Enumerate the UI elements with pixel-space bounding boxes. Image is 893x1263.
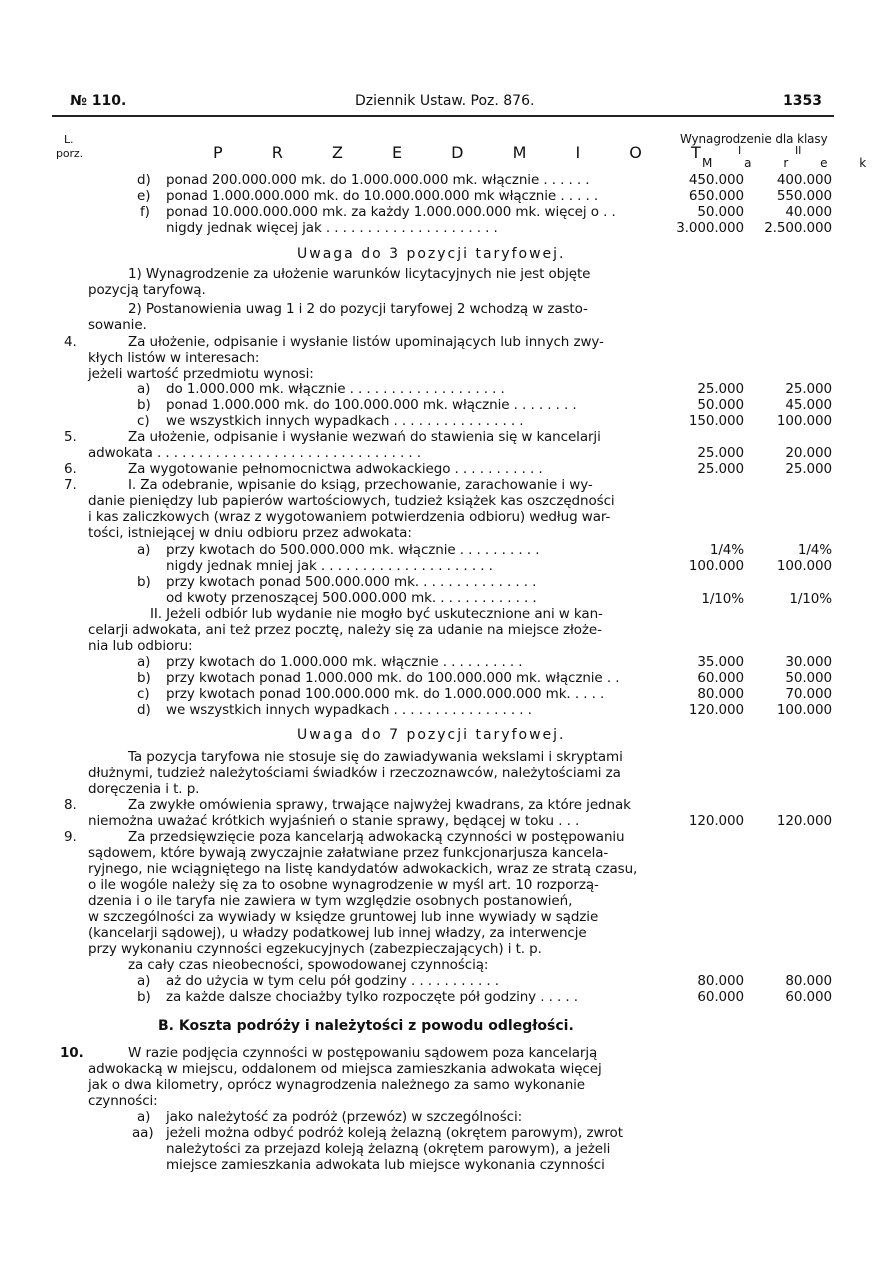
row-value-class-2: 1/10%: [789, 591, 832, 607]
section-b-line: adwokacką w miejscu, oddalonem od miejsca zamieszkania adwokata więcej: [88, 1061, 602, 1077]
position-9-line: Za przedsięwzięcie poza kancelarją adwokacką czynności w postępowaniu: [128, 829, 625, 845]
row-value-class-1: 35.000: [697, 654, 744, 670]
row-value-class-1: 50.000: [697, 397, 744, 413]
row-value-class-2: 1/4%: [797, 542, 832, 558]
row-value-class-1: 3.000.000: [676, 220, 744, 236]
section-b-line: czynności:: [88, 1093, 158, 1109]
row-text: przy kwotach ponad 1.000.000 mk. do 100.000.000 mk. włącznie . .: [166, 670, 620, 686]
row-text: ponad 10.000.000.000 mk. za każdy 1.000.000.000 mk. więcej o . .: [166, 204, 616, 220]
position-9-line: przy wykonaniu czynności egzekucyjnych (zabezpieczających) i t. p.: [88, 941, 542, 957]
position-5-line: adwokata . . . . . . . . . . . . . . . . . . . . . . . . . . . . . . . .: [88, 445, 422, 461]
position-9-line: ryjnego, nie wciągniętego na listę kandydatów adwokackich, wraz ze stratą czasu,: [88, 861, 638, 877]
row-text: nigdy jednak mniej jak . . . . . . . . . . . . . . . . . . . . .: [166, 558, 493, 574]
row-label: d): [137, 702, 151, 718]
row-value-class-2: 25.000: [785, 381, 832, 397]
note-3-title: Uwaga do 3 pozycji taryfowej.: [297, 246, 566, 262]
row-value-class-2: 80.000: [785, 973, 832, 989]
row-text: przy kwotach do 1.000.000 mk. włącznie . . . . . . . . . .: [166, 654, 523, 670]
position-9-line: o ile wogóle należy się za to osobne wynagrodzenie w myśl art. 10 rozporzą-: [88, 877, 599, 893]
row-value-class-2: 400.000: [776, 172, 832, 188]
position-5-number: 5.: [64, 429, 77, 445]
position-4-number: 4.: [64, 334, 77, 350]
row-value-class-1: 80.000: [697, 973, 744, 989]
row-value-class-1: 60.000: [697, 989, 744, 1005]
row-value-class-2: 2.500.000: [764, 220, 832, 236]
position-9-line: za cały czas nieobecności, spowodowanej czynnością:: [128, 957, 489, 973]
row-value-class-1: 50.000: [697, 204, 744, 220]
row-label: f): [140, 204, 150, 220]
row-label: e): [137, 188, 151, 204]
note-7-line: dłużnymi, tudzież należytościami świadków i rzeczoznawców, należytościami za: [88, 765, 621, 781]
header-rule: [52, 115, 834, 117]
row-label: b): [137, 670, 151, 686]
row-text: jako należytość za podróż (przewóz) w szczególności:: [166, 1109, 523, 1125]
position-7-number: 7.: [64, 477, 77, 493]
position-7-line: tości, istniejącej w dniu odbioru przez adwokata:: [88, 525, 412, 541]
row-text: za każde dalsze chociażby tylko rozpoczęte pół godziny . . . . .: [166, 989, 578, 1005]
row-label: a): [137, 1109, 151, 1125]
position-4-line: Za ułożenie, odpisanie i wysłanie listów upominających lub innych zwy-: [128, 334, 604, 350]
note-3-line: pozycją taryfową.: [88, 282, 206, 298]
row-text: aż do użycia w tym celu pół godziny . . . . . . . . . . .: [166, 973, 499, 989]
row-value-class-1: 650.000: [688, 188, 744, 204]
position-9-line: (kancelarji sądowej), u władzy podatkowej lub innej władzy, za interwencje: [88, 925, 587, 941]
row-label: c): [137, 413, 150, 429]
position-9-line: w szczególności za wywiady w księdze gruntowej lub inne wywiady w sądzie: [88, 909, 599, 925]
section-b-aa-line: miejsce zamieszkania adwokata lub miejsce wykonania czynności: [166, 1157, 605, 1173]
position-4-line: kłych listów w interesach:: [88, 350, 260, 366]
position-7-ii-line: II. Jeżeli odbiór lub wydanie nie mogło być uskutecznione ani w kan-: [150, 606, 603, 622]
position-9-line: dzenia i o ile taryfa nie zawiera w tym względzie osobnych postanowień,: [88, 893, 573, 909]
subject-heading: P R Z E D M I O T: [213, 143, 723, 162]
row-value-class-2: 40.000: [785, 204, 832, 220]
row-label: b): [137, 574, 151, 590]
position-8-line: niemożna uważać krótkich wyjaśnień o stanie sprawy, będącej w toku . . .: [88, 813, 580, 829]
row-value-class-2: 100.000: [776, 558, 832, 574]
row-value-class-1: 1/4%: [709, 542, 744, 558]
section-b-aa-line: jeżeli można odbyć podróż koleją żelazną (okrętem parowym), zwrot: [166, 1125, 623, 1141]
row-value-class-1: 25.000: [697, 461, 744, 477]
journal-title: Dziennik Ustaw. Poz. 876.: [355, 93, 535, 109]
position-7-ii-line: celarji adwokata, ani też przez pocztę, należy się za udanie na miejsce złoże-: [88, 622, 602, 638]
marek-heading: M a r e k: [702, 156, 881, 170]
note-7-line: doręczenia i t. p.: [88, 781, 200, 797]
row-label: c): [137, 686, 150, 702]
row-text: od kwoty przenoszącej 500.000.000 mk. . . . . . . . . . . . .: [166, 590, 537, 606]
row-value-class-1: 120.000: [688, 813, 744, 829]
row-value-class-2: 70.000: [785, 686, 832, 702]
row-label: a): [137, 542, 151, 558]
row-label: a): [137, 973, 151, 989]
class-2-heading: II: [795, 144, 802, 157]
row-value-class-1: 1/10%: [701, 591, 744, 607]
issue-number: № 110.: [70, 93, 127, 109]
note-7-line: Ta pozycja taryfowa nie stosuje się do zawiadywania wekslami i skryptami: [128, 749, 623, 765]
note-3-line: 2) Postanowienia uwag 1 i 2 do pozycji taryfowej 2 wchodzą w zasto-: [128, 301, 588, 317]
position-7-line: I. Za odebranie, wpisanie do ksiąg, przechowanie, zarachowanie i wy-: [128, 477, 593, 493]
position-4-line: jeżeli wartość przedmiotu wynosi:: [88, 366, 314, 382]
row-value-class-2: 60.000: [785, 989, 832, 1005]
section-b-title: B. Koszta podróży i należytości z powodu odległości.: [158, 1018, 574, 1034]
row-value-class-1: 25.000: [697, 381, 744, 397]
row-value-class-1: 60.000: [697, 670, 744, 686]
row-value-class-2: 100.000: [776, 702, 832, 718]
row-text: we wszystkich innych wypadkach . . . . . . . . . . . . . . . . .: [166, 702, 532, 718]
position-10-number: 10.: [60, 1045, 84, 1061]
row-value-class-2: 120.000: [776, 813, 832, 829]
row-value-class-2: 100.000: [776, 413, 832, 429]
row-value-class-1: 25.000: [697, 445, 744, 461]
row-text: przy kwotach ponad 100.000.000 mk. do 1.000.000.000 mk. . . . .: [166, 686, 605, 702]
row-text: ponad 200.000.000 mk. do 1.000.000.000 mk. włącznie . . . . . .: [166, 172, 590, 188]
row-value-class-2: 45.000: [785, 397, 832, 413]
row-label: b): [137, 989, 151, 1005]
position-7-line: i kas zaliczkowych (wraz z wygotowaniem potwierdzenia odbioru) według war-: [88, 509, 611, 525]
row-text: przy kwotach do 500.000.000 mk. włącznie . . . . . . . . . .: [166, 542, 540, 558]
row-value-class-2: 30.000: [785, 654, 832, 670]
row-value-class-1: 100.000: [688, 558, 744, 574]
position-9-line: sądowem, które bywają zwyczajnie załatwiane przez funkcjonarjusza kancela-: [88, 845, 609, 861]
row-label: d): [137, 172, 151, 188]
row-label: aa): [132, 1125, 154, 1141]
row-label: b): [137, 397, 151, 413]
lp-label-2: porz.: [56, 147, 84, 160]
fee-heading: Wynagrodzenie dla klasy: [680, 132, 828, 146]
row-text: we wszystkich innych wypadkach . . . . . . . . . . . . . . . .: [166, 413, 524, 429]
note-3-line: sowanie.: [88, 317, 147, 333]
lp-label: L.: [64, 133, 74, 146]
section-b-line: W razie podjęcia czynności w postępowaniu sądowem poza kancelarją: [128, 1045, 598, 1061]
section-b-aa-line: należytości za przejazd koleją żelazną (okrętem parowym), a jeżeli: [166, 1141, 611, 1157]
class-1-heading: I: [738, 144, 742, 157]
row-text: ponad 1.000.000 mk. do 100.000.000 mk. włącznie . . . . . . . .: [166, 397, 577, 413]
section-b-line: jak o dwa kilometry, oprócz wynagrodzenia należnego za samo wykonanie: [88, 1077, 586, 1093]
position-5-line: Za ułożenie, odpisanie i wysłanie wezwań do stawienia się w kancelarji: [128, 429, 601, 445]
position-8-line: Za zwykłe omówienia sprawy, trwające najwyżej kwadrans, za które jednak: [128, 797, 631, 813]
row-value-class-2: 50.000: [785, 670, 832, 686]
row-value-class-1: 150.000: [688, 413, 744, 429]
position-7-ii-line: nia lub odbioru:: [88, 638, 193, 654]
position-8-number: 8.: [64, 797, 77, 813]
row-label: a): [137, 381, 151, 397]
row-value-class-2: 20.000: [785, 445, 832, 461]
page-number: 1353: [783, 93, 822, 109]
row-label: a): [137, 654, 151, 670]
row-value-class-2: 25.000: [785, 461, 832, 477]
note-7-title: Uwaga do 7 pozycji taryfowej.: [297, 727, 566, 743]
row-value-class-1: 80.000: [697, 686, 744, 702]
row-text: przy kwotach ponad 500.000.000 mk. . . . . . . . . . . . . . .: [166, 574, 537, 590]
row-text: do 1.000.000 mk. włącznie . . . . . . . . . . . . . . . . . . .: [166, 381, 505, 397]
note-3-line: 1) Wynagrodzenie za ułożenie warunków licytacyjnych nie jest objęte: [128, 266, 591, 282]
position-6-text: Za wygotowanie pełnomocnictwa adwokackiego . . . . . . . . . . .: [128, 461, 543, 477]
row-value-class-1: 450.000: [688, 172, 744, 188]
position-6-number: 6.: [64, 461, 77, 477]
position-7-line: danie pieniędzy lub papierów wartościowych, tudzież książek kas oszczędności: [88, 493, 615, 509]
row-text: ponad 1.000.000.000 mk. do 10.000.000.000 mk włącznie . . . . .: [166, 188, 599, 204]
row-value-class-2: 550.000: [776, 188, 832, 204]
position-9-number: 9.: [64, 829, 77, 845]
row-text: nigdy jednak więcej jak . . . . . . . . . . . . . . . . . . . . .: [166, 220, 498, 236]
row-value-class-1: 120.000: [688, 702, 744, 718]
